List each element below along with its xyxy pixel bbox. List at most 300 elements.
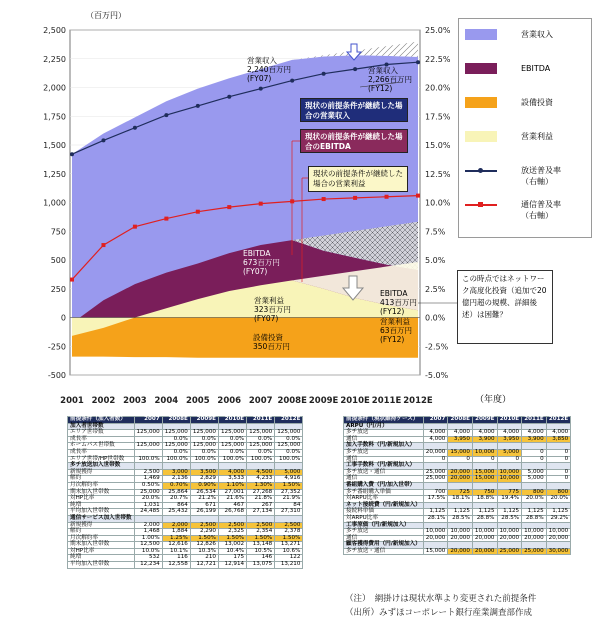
legend-swatch — [465, 29, 497, 40]
table-header-cell: 2012E — [275, 417, 303, 424]
left-tick-label: 1,250 — [43, 169, 66, 179]
table-cell: 2,500 — [247, 522, 275, 529]
table-cell: 750 — [472, 489, 497, 496]
table-row — [344, 515, 571, 522]
table-cell: 27,310 — [275, 509, 303, 516]
x-tick-label: 2003 — [123, 396, 147, 406]
footnote-source: （出所）みずほコーポレート銀行産業調査部作成 — [345, 608, 533, 618]
table-cell: 28.8% — [472, 515, 497, 522]
table-cell: 125,000 — [247, 430, 275, 437]
table-header-cell: 2008E — [162, 417, 190, 424]
annotation-label: 営業収入 — [247, 56, 277, 65]
table-cell: 532 — [134, 555, 162, 562]
table-cell: 対HP比率 — [68, 496, 135, 503]
table-cell: 725 — [448, 489, 473, 496]
table-cell: 1,125 — [546, 509, 571, 516]
table-header-cell: 2010E — [497, 417, 522, 424]
table-cell: 2,500 — [218, 522, 246, 529]
table-cell: 1.50% — [190, 535, 218, 542]
table-cell: 平均加入世帯数 — [68, 509, 135, 516]
x-tick-label: 2009E — [308, 396, 339, 406]
table-header-cell: 前提条件（加入者数） — [68, 417, 135, 424]
left-tick-label: -500 — [47, 371, 66, 380]
table-cell: 125,000 — [162, 443, 190, 450]
table-cell: 27,134 — [247, 509, 275, 516]
callout-operating-profit: 現状の前提条件が継続した場合の営業利益 — [308, 166, 408, 192]
annotation-label: (FY07) — [243, 267, 268, 276]
table-cell: 3,950 — [448, 436, 473, 443]
broadband-penetration-point — [101, 243, 105, 247]
table-cell: 20.7% — [162, 496, 190, 503]
table-cell: 100.0% — [134, 456, 162, 463]
annotation-label: 2,266百万円 — [368, 75, 412, 84]
table-cell: 12,234 — [134, 562, 162, 569]
legend-swatch — [465, 63, 497, 74]
left-tick-label: 250 — [50, 284, 66, 294]
legend-label: 設備投資 — [521, 98, 553, 107]
annotation-label: (FY12) — [380, 307, 405, 316]
broadband-penetration-point — [227, 205, 231, 209]
table-cell: 期末加入世帯数 — [68, 489, 135, 496]
table-cell — [134, 515, 162, 522]
table-cell: 2,500 — [275, 522, 303, 529]
table-cell: 4,000 — [218, 469, 246, 476]
table-cell: 800 — [546, 489, 571, 496]
table-cell: 0 — [448, 456, 473, 463]
x-tick-label: 2010E — [340, 396, 370, 406]
table-cell: 125,000 — [247, 443, 275, 450]
table-cell: 116 — [162, 555, 190, 562]
assumption-tables — [0, 412, 607, 587]
table-cell: 4,000 — [472, 430, 497, 437]
table-cell: 0 — [546, 456, 571, 463]
table-cell: 25,864 — [162, 489, 190, 496]
table-cell: 3,533 — [218, 476, 246, 483]
table-cell: 4,233 — [247, 476, 275, 483]
legend-swatch — [465, 131, 497, 142]
unit-price-assumption-table — [343, 416, 571, 555]
legend-label: 放送普及率 — [521, 166, 561, 175]
right-tick-label: 7.5% — [425, 227, 446, 237]
broadband-penetration-point — [385, 195, 389, 199]
legend-sublabel: （右軸） — [521, 177, 553, 186]
table-cell: 月次解約率 — [68, 482, 135, 489]
broadband-penetration-point — [416, 194, 420, 198]
left-tick-label: -250 — [47, 342, 66, 352]
table-cell: 4,500 — [247, 469, 275, 476]
table-cell: 20,000 — [448, 469, 473, 476]
table-cell: 0.0% — [190, 449, 218, 456]
annotation-label: 設備投資 — [253, 333, 283, 342]
table-cell: 2,829 — [190, 476, 218, 483]
broadband-penetration-point — [322, 197, 326, 201]
table-cell: 対ARPU比率 — [344, 496, 424, 503]
legend-swatch — [465, 170, 497, 172]
legend-swatch — [465, 97, 497, 108]
table-cell: 10,000 — [546, 529, 571, 536]
broadband-penetration-point — [164, 217, 168, 221]
table-cell: 1.50% — [247, 535, 275, 542]
table-cell: 28.8% — [522, 515, 547, 522]
table-cell: 25,000 — [497, 548, 522, 555]
table-cell: 0 — [497, 456, 522, 463]
table-cell: 多チ番組購入単価 — [344, 489, 424, 496]
legend-marker — [478, 202, 483, 207]
table-cell: 通信 — [344, 456, 424, 463]
table-cell: 12,558 — [162, 562, 190, 569]
table-cell: 3,000 — [162, 469, 190, 476]
table-cell: 多チ放送 — [344, 430, 424, 437]
table-cell: 月次解約率 — [68, 535, 135, 542]
table-cell: 多チ放送・通信 — [344, 469, 424, 476]
annotation-label: (FY07) — [254, 314, 279, 323]
table-cell: 13,271 — [275, 542, 303, 549]
table-cell: 0.0% — [162, 449, 190, 456]
table-cell: 15,000 — [472, 469, 497, 476]
table-cell: 20,000 — [448, 535, 473, 542]
table-cell: 10,000 — [472, 449, 497, 456]
left-tick-label: 0 — [60, 313, 66, 323]
left-tick-label: 2,250 — [43, 54, 66, 64]
table-cell: 30,000 — [546, 548, 571, 555]
table-cell: 10,000 — [497, 469, 522, 476]
broadcast-penetration-point — [196, 104, 200, 108]
table-cell: 27,001 — [218, 489, 246, 496]
annotation-label: (FY07) — [247, 74, 272, 83]
table-cell: 2,136 — [162, 476, 190, 483]
table-cell: 0.0% — [247, 449, 275, 456]
table-cell: 通信 — [344, 436, 424, 443]
right-tick-label: 5.0% — [425, 256, 446, 265]
table-cell: 10.4% — [218, 548, 246, 555]
table-cell: 10,000 — [423, 529, 448, 536]
table-cell: 10,000 — [472, 529, 497, 536]
table-header-cell: 2008E — [448, 417, 473, 424]
broadband-penetration-point — [70, 278, 74, 282]
table-cell: 100.0% — [218, 456, 246, 463]
table-header-cell: 2007 — [134, 417, 162, 424]
table-cell: 1.30% — [247, 482, 275, 489]
annotation-label: 350百万円 — [253, 342, 290, 351]
table-cell: ネット接続費（円/新規加入） — [344, 502, 424, 509]
table-cell: 18.1% — [448, 496, 473, 503]
x-tick-label: 2004 — [154, 396, 179, 406]
table-cell: 10,000 — [522, 529, 547, 536]
table-cell: 3,900 — [522, 436, 547, 443]
table-cell: 800 — [522, 489, 547, 496]
table-cell: 1,468 — [134, 529, 162, 536]
table-cell: 18.8% — [472, 496, 497, 503]
table-cell: 0.90% — [190, 482, 218, 489]
table-cell: 5,000 — [497, 449, 522, 456]
broadcast-penetration-point — [290, 79, 294, 83]
table-cell: 467 — [218, 502, 246, 509]
table-cell: 0.0% — [162, 436, 190, 443]
table-cell: 4,000 — [423, 436, 448, 443]
table-cell: 15,000 — [423, 548, 448, 555]
table-cell: 13,148 — [247, 542, 275, 549]
annotation-label: (FY12) — [368, 84, 393, 93]
table-cell: 20.0% — [546, 496, 571, 503]
table-cell — [190, 515, 218, 522]
broadband-penetration-point — [353, 196, 357, 200]
table-cell: 4,000 — [522, 430, 547, 437]
table-cell: 25,000 — [134, 489, 162, 496]
left-tick-label: 1,750 — [43, 112, 66, 122]
right-tick-label: -5.0% — [425, 371, 449, 380]
table-cell: 20.0% — [522, 496, 547, 503]
right-tick-label: 12.5% — [425, 169, 451, 179]
table-cell: 2,378 — [275, 529, 303, 536]
annotation-label: 673百万円 — [243, 258, 280, 267]
table-cell: 2,500 — [190, 522, 218, 529]
table-cell: 20,000 — [448, 548, 473, 555]
table-cell: 15,000 — [472, 476, 497, 483]
table-cell: 28.1% — [423, 515, 448, 522]
annotation-label: 営業収入 — [368, 66, 398, 75]
broadcast-penetration-point — [164, 113, 168, 117]
table-cell: 2,000 — [134, 522, 162, 529]
table-cell: 21.9% — [275, 496, 303, 503]
table-cell: 27,268 — [247, 489, 275, 496]
table-cell: 多チ放送加入世帯数 — [68, 463, 135, 470]
annotation-label: EBITDA — [243, 249, 271, 258]
right-tick-label: 15.0% — [425, 141, 451, 150]
table-cell: 13,002 — [218, 542, 246, 549]
table-cell: 12,616 — [162, 542, 190, 549]
table-cell: 4,000 — [497, 430, 522, 437]
callout-ebitda: 現状の前提条件が継続した場合のEBITDA — [300, 129, 408, 153]
table-cell: 0 — [546, 449, 571, 456]
table-cell: ARPU（円/月） — [344, 423, 424, 430]
broadcast-penetration-point — [259, 87, 263, 91]
table-cell: 125,000 — [134, 443, 162, 450]
table-header-cell: 2010E — [218, 417, 246, 424]
table-cell: 新規獲得 — [68, 469, 135, 476]
x-tick-label: 2011E — [371, 396, 402, 406]
table-cell: エリア世帯数 — [68, 430, 135, 437]
x-unit: （年度） — [475, 395, 512, 405]
x-tick-label: 2002 — [91, 396, 116, 406]
table-cell: 0 — [522, 456, 547, 463]
table-cell: 0.0% — [218, 449, 246, 456]
broadcast-penetration-point — [227, 95, 231, 99]
table-cell: 1.10% — [218, 482, 246, 489]
table-cell: ホームパス世帯数 — [68, 443, 135, 450]
legend-marker — [478, 168, 483, 173]
table-cell: 10,000 — [448, 529, 473, 536]
right-tick-label: 17.5% — [425, 112, 451, 122]
table-cell: 864 — [162, 502, 190, 509]
table-cell: 多チ放送 — [344, 529, 424, 536]
table-cell: 25,432 — [162, 509, 190, 516]
table-cell: 19.4% — [497, 496, 522, 503]
left-tick-label: 1,000 — [43, 198, 66, 208]
table-cell: 100.0% — [162, 456, 190, 463]
table-cell: 多チ放送 — [344, 449, 424, 456]
table-cell: 125,000 — [275, 430, 303, 437]
table-cell: 5,000 — [522, 476, 547, 483]
legend-label: EBITDA — [521, 64, 551, 73]
table-cell: 775 — [497, 489, 522, 496]
x-tick-label: 2007 — [248, 396, 273, 406]
table-cell: 20,000 — [448, 476, 473, 483]
right-tick-label: 10.0% — [425, 198, 451, 208]
table-cell: 多チ放送・通信 — [344, 548, 424, 555]
x-tick-label: 2005 — [185, 396, 210, 406]
legend-label: 営業収入 — [521, 30, 553, 39]
chart-legend — [458, 18, 592, 238]
table-cell: 100.0% — [190, 456, 218, 463]
table-cell: 10.6% — [275, 548, 303, 555]
table-cell: 20,000 — [497, 535, 522, 542]
annotation-label: 63百万円 — [380, 326, 413, 335]
table-row — [344, 548, 571, 555]
table-cell: 対ARPU比率 — [344, 515, 424, 522]
table-cell: 20,000 — [472, 548, 497, 555]
table-cell: 0 — [423, 456, 448, 463]
table-cell: 29.2% — [546, 515, 571, 522]
table-cell: 1.50% — [275, 482, 303, 489]
annotation-label: 営業利益 — [380, 317, 410, 326]
left-tick-label: 750 — [50, 227, 66, 237]
broadband-penetration-point — [196, 210, 200, 214]
table-cell — [218, 515, 246, 522]
table-cell: 146 — [247, 555, 275, 562]
capex-area — [72, 318, 418, 358]
table-cell: 12,500 — [134, 542, 162, 549]
table-cell: 125,000 — [134, 430, 162, 437]
x-tick-label: 2006 — [217, 396, 242, 406]
right-tick-label: 20.0% — [425, 83, 451, 93]
table-cell: 10.3% — [190, 548, 218, 555]
subscriber-assumption-table — [67, 416, 303, 569]
table-cell: 4,000 — [546, 430, 571, 437]
table-cell: 0.0% — [275, 449, 303, 456]
legend-label: 通信普及率 — [521, 200, 561, 209]
table-cell: 0.0% — [190, 436, 218, 443]
table-cell: 通信 — [344, 535, 424, 542]
annotation-label: EBITDA — [380, 289, 408, 298]
table-cell: 10,000 — [497, 476, 522, 483]
annotation-label: 2,240百万円 — [247, 65, 291, 74]
table-cell: 1.50% — [218, 535, 246, 542]
broadband-penetration-point — [259, 202, 263, 206]
table-cell: 26,768 — [218, 509, 246, 516]
table-header-cell: 2011E — [247, 417, 275, 424]
broadcast-penetration-point — [133, 126, 137, 130]
x-tick-label: 2001 — [60, 396, 84, 406]
table-cell: 顧客獲得費用（円/新規加入） — [344, 542, 424, 549]
table-cell: 13,210 — [275, 562, 303, 569]
table-cell: 2,000 — [162, 522, 190, 529]
table-cell: 0 — [472, 456, 497, 463]
table-cell: 解約 — [68, 529, 135, 536]
table-cell: 加入手数料（円/新規加入） — [344, 443, 424, 450]
table-cell: 125,000 — [218, 430, 246, 437]
table-cell: 1,125 — [472, 509, 497, 516]
table-cell: 新規獲得 — [68, 522, 135, 529]
table-cell: 番組購入費（円/加入世帯） — [344, 482, 424, 489]
table-cell: 工事原価（円/新規加入） — [344, 522, 424, 529]
table-cell: 通信サービス加入世帯数 — [68, 515, 135, 522]
table-cell: 4,916 — [275, 476, 303, 483]
table-cell: 3,950 — [497, 436, 522, 443]
table-cell: 267 — [247, 502, 275, 509]
table-cell: 10,000 — [497, 529, 522, 536]
table-cell: 1,125 — [423, 509, 448, 516]
legend-label: 営業利益 — [521, 132, 553, 141]
table-cell: 1,031 — [134, 502, 162, 509]
table-cell: 1,125 — [448, 509, 473, 516]
broadcast-penetration-point — [353, 67, 357, 71]
table-cell: 1.00% — [134, 535, 162, 542]
table-cell: 15,000 — [448, 449, 473, 456]
table-cell: 1,125 — [522, 509, 547, 516]
table-cell — [162, 515, 190, 522]
x-tick-label: 2008E — [277, 396, 307, 406]
annotation-label: (FY12) — [380, 335, 405, 344]
left-tick-label: 1,500 — [43, 141, 66, 150]
annotation-label: 413百万円 — [380, 298, 417, 307]
table-cell: 解約 — [68, 476, 135, 483]
table-cell: 100.0% — [247, 456, 275, 463]
table-cell: 25,000 — [423, 469, 448, 476]
annotation-label: 323百万円 — [254, 305, 291, 314]
table-cell: 1.25% — [162, 535, 190, 542]
table-header-cell: 2012E — [546, 417, 571, 424]
table-cell: 700 — [423, 489, 448, 496]
table-cell: 210 — [190, 555, 218, 562]
table-cell: 5,000 — [275, 469, 303, 476]
table-cell: 0.0% — [218, 436, 246, 443]
table-cell: エリア世帯/HP世帯数 — [68, 456, 135, 463]
right-tick-label: 2.5% — [425, 284, 446, 294]
broadcast-penetration-point — [416, 60, 420, 64]
table-cell — [247, 515, 275, 522]
table-cell: 工事手数料（円/新規加入） — [344, 463, 424, 470]
right-tick-label: 0.0% — [425, 313, 446, 323]
table-cell: 28.5% — [448, 515, 473, 522]
table-cell: 3,900 — [472, 436, 497, 443]
table-cell: 1,469 — [134, 476, 162, 483]
right-tick-label: 22.5% — [425, 54, 451, 64]
table-cell: 17.5% — [423, 496, 448, 503]
table-cell: 122 — [275, 555, 303, 562]
right-axis — [425, 26, 451, 380]
table-header-cell: 2011E — [522, 417, 547, 424]
table-cell: 12,826 — [190, 542, 218, 549]
table-cell: 2,290 — [190, 529, 218, 536]
table-cell: 成長率 — [68, 436, 135, 443]
left-tick-label: 2,000 — [43, 83, 66, 93]
table-cell: 20,000 — [423, 535, 448, 542]
table-cell: 27,352 — [275, 489, 303, 496]
table-cell: 0 — [522, 449, 547, 456]
table-cell: 21.8% — [247, 496, 275, 503]
table-cell: 対HP比率 — [68, 548, 135, 555]
table-cell: 25,000 — [522, 548, 547, 555]
table-cell: 21.6% — [218, 496, 246, 503]
table-cell: 25,000 — [423, 476, 448, 483]
table-cell: 1,884 — [162, 529, 190, 536]
table-cell: 26,199 — [190, 509, 218, 516]
table-cell — [275, 515, 303, 522]
table-cell: 24,485 — [134, 509, 162, 516]
table-cell: 100.0% — [275, 456, 303, 463]
table-cell: 0 — [546, 476, 571, 483]
table-cell: 125,000 — [162, 430, 190, 437]
